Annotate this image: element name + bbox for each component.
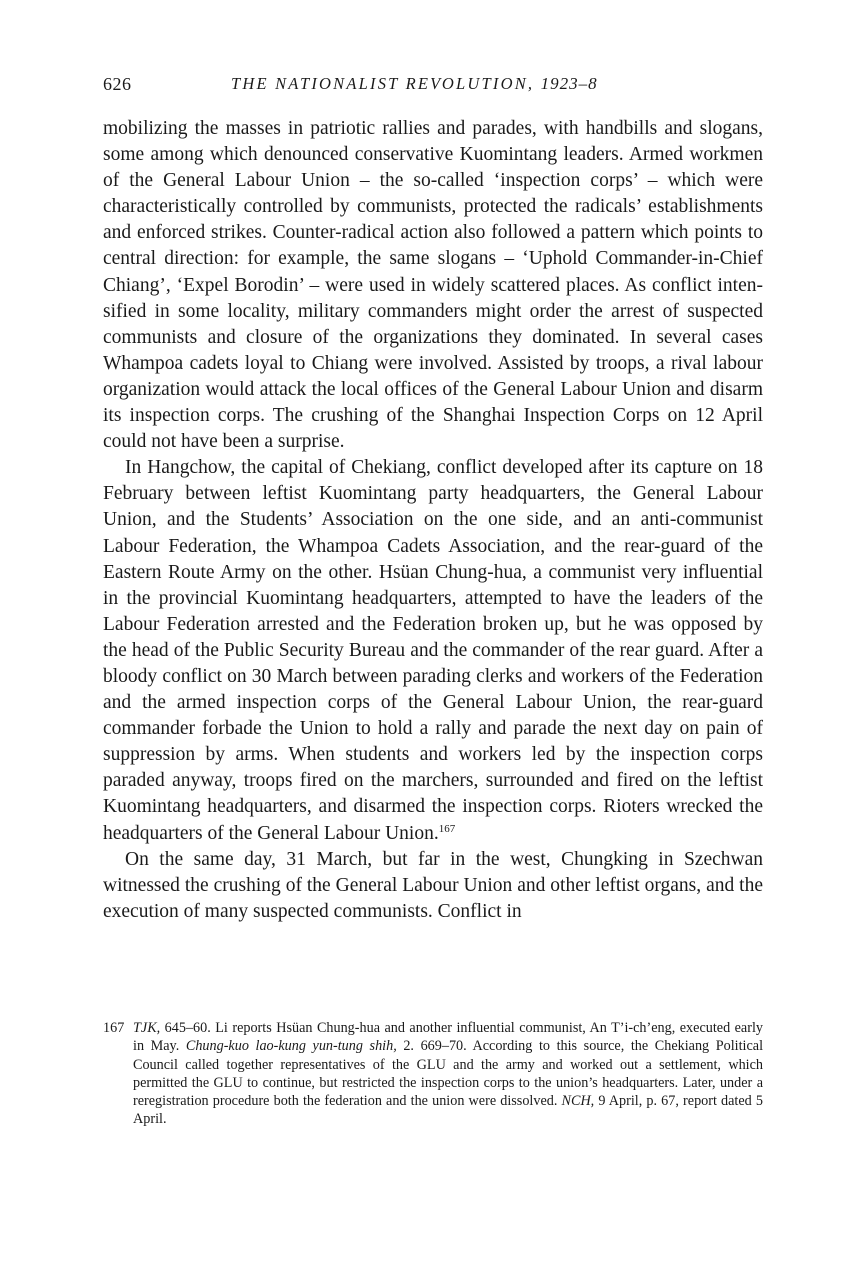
paragraph-1: mobilizing the masses in patriotic rallies and parades, with handbills and slogans, some among which denounced conservative Kuomintang leaders. Armed workmen of the General Labour Union – the so-called ‘inspection corps’ – which were characteristically controlled by communists, protected the radicals’ establishments and enforced strikes. Counter-radical action also followed a pattern which points to central direction: for example, the same slogans – ‘Uphold Commander-in-Chief Chiang’, ‘Expel Borodin’ – were used in widely scattered places. As conflict intensified in some locality, military commanders might order the arrest of suspected communists and closure of the organizations they dominated. In several cases Whampoa cadets loyal to Chiang were involved. Assisted by troops, a rival labour organization would attack the local offices of the General Labour Union and disarm its inspection corps. The crushing of the Shanghai Inspection Corps on 12 April could not have been a surprise. (103, 118, 763, 453)
footnote-text-3: 9 April, p. 67, report dated 5 April. (133, 1093, 763, 1128)
page-header (103, 74, 763, 102)
running-head-title: THE NATIONALIST REVOLUTION, (231, 74, 535, 93)
footnote-text-2: 2. 669–70. According to this source, the Chekiang Political Council called together representatives of the GLU and the army and worked out a settlement, which permitted the GLU to continue, but restricted the inspection corps to the union’s headquarters. Later, under a reregistration procedure both the federation and the union were dissolved. (133, 1038, 764, 1110)
running-head (231, 74, 598, 94)
footnote-text-1: 645–60. Li reports Hsüan Chung-hua and another influential communist, An T’i-ch’eng, executed early in May. (133, 1020, 763, 1055)
footnote-source-chung-kuo: Chung-kuo lao-kung yun-tung shih, (185, 1038, 397, 1055)
footnote-source-tjk: TJK, (133, 1020, 161, 1036)
paragraph-2 (103, 455, 763, 846)
footnote-reference: 167 (438, 822, 456, 835)
paragraph-2-text: In Hangchow, the capital of Chekiang, conflict developed after its capture on 18 February between leftist Kuomintang party headquarters, the General Labour Union, and the Students’ Association on the one side, and an anti-communist Labour Federation, the Whampoa Cadets Association, and the rear-guard of the Eastern Route Army on the other. Hsüan Chung-hua, a communist very influential in the provincial Kuomintang headquarters, attempted to have the leaders of the Labour Federation arrested and the Federation broken up, but he was opposed by the head of the Public Security Bureau and the commander of the rear guard. After a bloody conflict on 30 March between parading clerks and workers of the Federation and the armed inspection corps of the General Labour Union, the rear-guard commander forbade the Union to hold a rally and parade the next day on pain of suppression by arms. When students and workers led by the inspection corps paraded anyway, troops fired on the marchers, surrounded and fired on the leftist Kuomintang headquarters, and disarmed the inspection corps. Rioters wrecked the headquarters of the General Labour Union. (103, 457, 763, 844)
footnote-167 (103, 1019, 763, 1129)
footnote-source-nch: NCH, (561, 1093, 595, 1110)
page-number: 626 (103, 74, 132, 94)
body-text (103, 116, 763, 925)
footnotes (103, 1019, 763, 1129)
footnote-number: 167 (103, 1020, 125, 1036)
running-head-years: 1923–8 (540, 74, 598, 93)
paragraph-3: On the same day, 31 March, but far in the west, Chungking in Szechwan witnessed the crushing of the General Labour Union and other leftist organs, and the execution of many suspected communists. Conflict in (103, 848, 763, 922)
